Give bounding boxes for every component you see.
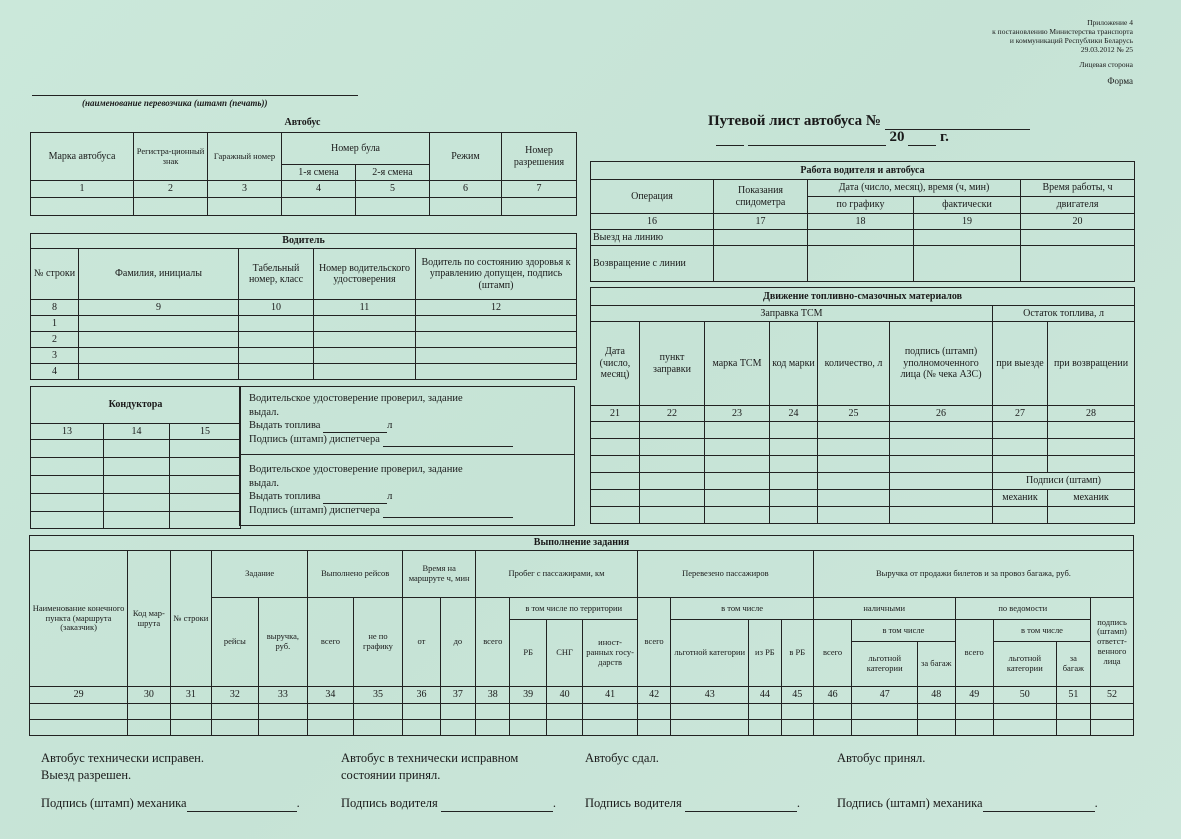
- dispatch-divider: [240, 454, 574, 455]
- table-row[interactable]: [770, 490, 818, 507]
- bus-num-4: 4: [282, 181, 356, 198]
- driver-row-1: 1: [31, 316, 79, 332]
- fuel-num-22: 22: [640, 406, 705, 422]
- table-row[interactable]: [808, 246, 914, 282]
- table-row[interactable]: [314, 316, 416, 332]
- fuel-num-25: 25: [818, 406, 890, 422]
- table-row[interactable]: [818, 473, 890, 490]
- table-row[interactable]: [239, 364, 314, 380]
- task-num: 30: [128, 687, 170, 704]
- table-row[interactable]: [1021, 230, 1135, 246]
- bus-col-permit: Номер разрешения: [502, 133, 577, 181]
- task-num: 31: [170, 687, 211, 704]
- table-row[interactable]: [808, 230, 914, 246]
- legal-note: [873, 18, 1133, 69]
- fuel-num-24: 24: [770, 406, 818, 422]
- table-row[interactable]: [104, 494, 170, 512]
- fuel-num-27: 27: [993, 406, 1048, 422]
- task-num: 34: [308, 687, 354, 704]
- fuel-col-date: Дата (число, месяц): [591, 322, 640, 406]
- fuel-rest: Остаток топлива, л: [993, 306, 1135, 322]
- table-row[interactable]: [714, 230, 808, 246]
- task-table: [29, 535, 1134, 736]
- task-num: 45: [781, 687, 813, 704]
- table-row[interactable]: [914, 246, 1021, 282]
- bus-num-7: 7: [502, 181, 577, 198]
- task-num: 44: [749, 687, 781, 704]
- fuel-col-qty: количество, л: [818, 322, 890, 406]
- mechanic-sign-out[interactable]: [993, 507, 1048, 524]
- task-num: 36: [403, 687, 440, 704]
- task-col-task: Задание: [212, 551, 308, 598]
- task-num: 43: [671, 687, 749, 704]
- task-col-cash-total: всего: [813, 620, 851, 687]
- driver-accept-sign[interactable]: [441, 799, 553, 812]
- task-col-stmt: по ведомости: [955, 598, 1091, 620]
- task-col-trips: рейсы: [212, 598, 259, 687]
- bus-col-mode: Режим: [430, 133, 502, 181]
- task-col-run-total: всего: [476, 598, 510, 687]
- fuel-num-28: 28: [1048, 406, 1135, 422]
- dispatcher-sign-field[interactable]: [383, 436, 513, 447]
- bus-num-5: 5: [356, 181, 430, 198]
- driver-num-12: 12: [416, 300, 577, 316]
- dispatch-block-2: [249, 463, 569, 518]
- resolution-line-2: и коммуникаций Республики Беларусь: [1009, 36, 1133, 45]
- footer-a3: Подпись (штамп) механика: [41, 795, 187, 810]
- task-col-offsched: не по графику: [353, 598, 403, 687]
- footer-d1: Автобус принял.: [837, 751, 926, 765]
- bus-col-reg: Регистра-ционный знак: [134, 133, 208, 181]
- table-row[interactable]: [770, 507, 818, 524]
- driver-row-2: 2: [31, 332, 79, 348]
- task-num: 52: [1091, 687, 1134, 704]
- bus-col-garage: Гаражный номер: [208, 133, 282, 181]
- work-num-17: 17: [714, 214, 808, 230]
- work-col-engine-sub: двигателя: [1021, 197, 1135, 214]
- fuel-num-21: 21: [591, 406, 640, 422]
- conductor-num-13: 13: [31, 424, 104, 440]
- task-col-cash-baggage: за багаж: [918, 642, 955, 687]
- task-num: 47: [852, 687, 918, 704]
- table-row[interactable]: [770, 473, 818, 490]
- task-num: 38: [476, 687, 510, 704]
- table-row[interactable]: [890, 490, 993, 507]
- resolution-line-3: 29.03.2012 № 25: [1080, 45, 1133, 54]
- table-row[interactable]: [79, 348, 239, 364]
- work-col-speedo: Показания спидометра: [714, 180, 808, 214]
- month-field[interactable]: [748, 133, 886, 146]
- dispatcher-sign-label-b: Подпись (штамп) диспетчера: [249, 504, 380, 516]
- task-num: 46: [813, 687, 851, 704]
- driver-col-tab: Табельный номер, класс: [239, 249, 314, 300]
- table-row[interactable]: [890, 439, 993, 456]
- table-row[interactable]: [170, 440, 241, 458]
- task-num: 48: [918, 687, 955, 704]
- table-row[interactable]: [914, 230, 1021, 246]
- table-row[interactable]: [890, 507, 993, 524]
- fuel-col-code: код марки: [770, 322, 818, 406]
- task-col-cash-incl: в том числе: [852, 620, 955, 642]
- task-col-rb: РБ: [510, 620, 546, 687]
- task-col-done-total: всего: [308, 598, 354, 687]
- footer-c1: Автобус сдал.: [585, 751, 659, 765]
- task-num: 41: [583, 687, 638, 704]
- fuel-num-26: 26: [890, 406, 993, 422]
- task-col-foreign: иност-ранных госу-дарств: [583, 620, 638, 687]
- table-row[interactable]: [416, 332, 577, 348]
- fuel-unit: л: [387, 420, 393, 432]
- fuel-title: Движение топливно-смазочных материалов: [591, 288, 1135, 306]
- table-row[interactable]: [714, 246, 808, 282]
- fuel-issue-field[interactable]: [323, 422, 387, 433]
- table-row[interactable]: [705, 473, 770, 490]
- bus-permit-cell[interactable]: [502, 198, 577, 216]
- work-col-datetime: Дата (число, месяц), время (ч, мин): [808, 180, 1021, 197]
- table-row[interactable]: [31, 458, 104, 476]
- carrier-line[interactable]: [32, 95, 358, 96]
- driver-row-3: 3: [31, 348, 79, 364]
- dispatch-line2: выдал.: [249, 406, 279, 418]
- task-col-dest: Наименование конечного пункта (маршрута (заказчик): [30, 551, 128, 687]
- table-row[interactable]: [1021, 246, 1135, 282]
- carrier-caption: (наименование перевозчика (штамп (печать)): [82, 98, 268, 108]
- task-col-sng: СНГ: [546, 620, 582, 687]
- bus-shift1-cell[interactable]: [282, 198, 356, 216]
- task-num: 50: [993, 687, 1056, 704]
- table-row[interactable]: [890, 422, 993, 439]
- task-col-to-rb: в РБ: [781, 620, 813, 687]
- table-row[interactable]: [993, 456, 1048, 473]
- table-row[interactable]: [314, 348, 416, 364]
- work-row-out: Выезд на линию: [591, 230, 714, 246]
- work-col-engine: Время работы, ч: [1021, 180, 1135, 197]
- table-row[interactable]: [993, 422, 1048, 439]
- bus-shift2-cell[interactable]: [356, 198, 430, 216]
- table-row[interactable]: [239, 332, 314, 348]
- table-row[interactable]: [1048, 422, 1135, 439]
- table-row[interactable]: [416, 316, 577, 332]
- table-row[interactable]: [640, 422, 705, 439]
- side-label: Лицевая сторона: [1079, 60, 1133, 69]
- fuel-table: [590, 287, 1135, 524]
- task-num: 39: [510, 687, 546, 704]
- conductor-title: Кондуктора: [31, 387, 241, 424]
- table-row[interactable]: [818, 439, 890, 456]
- dispatcher-sign-field-b[interactable]: [383, 507, 513, 518]
- fuel-unit-b: л: [387, 491, 393, 503]
- table-row[interactable]: [170, 512, 241, 529]
- task-col-pass: Перевезено пассажиров: [637, 551, 813, 598]
- work-num-16: 16: [591, 214, 714, 230]
- table-row[interactable]: [31, 512, 104, 529]
- driver-num-10: 10: [239, 300, 314, 316]
- table-row[interactable]: [1048, 456, 1135, 473]
- footer-d3: Подпись (штамп) механика: [837, 795, 983, 810]
- footer-mechanic-accept: Автобус принял. Подпись (штамп) механика .: [837, 751, 1098, 810]
- fuel-mechanic-1: механик: [993, 490, 1048, 507]
- fuel-issue-label: Выдать топлива: [249, 420, 321, 432]
- table-row[interactable]: [818, 456, 890, 473]
- table-row[interactable]: [591, 456, 640, 473]
- footer-a1: Автобус технически исправен.: [41, 751, 204, 765]
- table-row[interactable]: [104, 440, 170, 458]
- task-num: 37: [440, 687, 475, 704]
- bus-col-brand: Марка автобуса: [31, 133, 134, 181]
- task-col-sign: подпись (штамп) ответст-венного лица: [1091, 598, 1134, 687]
- table-row[interactable]: [31, 440, 104, 458]
- dispatch-line1-b: Водительское удостоверение проверил, задание: [249, 464, 463, 475]
- conductor-num-14: 14: [104, 424, 170, 440]
- table-row[interactable]: [1048, 439, 1135, 456]
- table-row[interactable]: [818, 422, 890, 439]
- footer-a2: Выезд разрешен.: [41, 767, 132, 782]
- work-num-18: 18: [808, 214, 914, 230]
- task-col-sales: Выручка от продажи билетов и за провоз багажа, руб.: [813, 551, 1133, 598]
- table-row[interactable]: [591, 439, 640, 456]
- mechanic-release-sign[interactable]: [187, 799, 297, 812]
- table-row[interactable]: [890, 473, 993, 490]
- footer-b3: Подпись водителя: [341, 795, 438, 810]
- work-col-plan: по графику: [808, 197, 914, 214]
- table-row[interactable]: [239, 316, 314, 332]
- table-row[interactable]: [30, 704, 1134, 720]
- bus-col-shift1: 1-я смена: [282, 165, 356, 181]
- fuel-col-point: пункт заправки: [640, 322, 705, 406]
- mechanic-sign-back[interactable]: [1048, 507, 1135, 524]
- work-num-19: 19: [914, 214, 1021, 230]
- table-row[interactable]: [591, 473, 640, 490]
- task-col-from-rb: из РБ: [749, 620, 781, 687]
- dispatch-line1: Водительское удостоверение проверил, задание: [249, 393, 463, 404]
- table-row[interactable]: [104, 476, 170, 494]
- task-col-done: Выполнено рейсов: [308, 551, 403, 598]
- fuel-col-back: при возвращении: [1048, 322, 1135, 406]
- day-field[interactable]: [716, 133, 744, 146]
- task-col-to: до: [440, 598, 475, 687]
- table-row[interactable]: [31, 494, 104, 512]
- footer-b1: Автобус в технически исправном: [341, 751, 519, 765]
- bus-mode-cell[interactable]: [430, 198, 502, 216]
- task-col-priv: льготной категории: [671, 620, 749, 687]
- footer-driver-return: Автобус сдал. Подпись водителя .: [585, 751, 801, 810]
- task-col-incl-terr: в том числе по территории: [510, 598, 637, 620]
- conductor-num-15: 15: [170, 424, 241, 440]
- year-suffix: г.: [940, 129, 949, 145]
- table-row[interactable]: [170, 494, 241, 512]
- driver-table: [30, 233, 577, 380]
- table-row[interactable]: [640, 490, 705, 507]
- page-title: [708, 113, 1030, 130]
- bus-num-1: 1: [31, 181, 134, 198]
- driver-num-11: 11: [314, 300, 416, 316]
- task-num: 32: [212, 687, 259, 704]
- bus-num-2: 2: [134, 181, 208, 198]
- appendix-text: Приложение 4: [1087, 18, 1133, 27]
- fuel-col-out: при выезде: [993, 322, 1048, 406]
- task-num: 42: [637, 687, 670, 704]
- table-row[interactable]: [104, 512, 170, 529]
- fuel-refuel: Заправка ТСМ: [591, 306, 993, 322]
- dispatch-block-1: [249, 392, 569, 447]
- footer-b2: состоянии принял.: [341, 767, 441, 782]
- year-prefix: 20: [889, 129, 905, 145]
- fuel-issue-label-b: Выдать топлива: [249, 491, 321, 503]
- driver-col-license: Номер водительского удостоверения: [314, 249, 416, 300]
- work-title: Работа водителя и автобуса: [591, 162, 1135, 180]
- table-row[interactable]: [31, 476, 104, 494]
- table-row[interactable]: [170, 458, 241, 476]
- dispatch-line2-b: выдал.: [249, 477, 279, 489]
- fuel-num-23: 23: [705, 406, 770, 422]
- dispatcher-sign-label: Подпись (штамп) диспетчера: [249, 433, 380, 445]
- task-num: 33: [258, 687, 308, 704]
- fuel-signatures: Подписи (штамп): [993, 473, 1135, 490]
- task-num: 49: [955, 687, 993, 704]
- bus-title: Автобус: [284, 117, 321, 128]
- table-row[interactable]: [818, 490, 890, 507]
- table-row[interactable]: [416, 348, 577, 364]
- title-text: Путевой лист автобуса №: [708, 113, 881, 129]
- table-row[interactable]: [705, 422, 770, 439]
- table-row[interactable]: [104, 458, 170, 476]
- fuel-mechanic-2: механик: [1048, 490, 1135, 507]
- task-col-time: Время на маршруте ч, мин: [403, 551, 476, 598]
- bus-col-shift2: 2-я смена: [356, 165, 430, 181]
- table-row[interactable]: [705, 490, 770, 507]
- mechanic-accept-sign[interactable]: [983, 799, 1095, 812]
- table-row[interactable]: [239, 348, 314, 364]
- table-row[interactable]: [640, 507, 705, 524]
- driver-col-name: Фамилия, инициалы: [79, 249, 239, 300]
- task-col-stmt-incl: в том числе: [993, 620, 1090, 642]
- table-row[interactable]: [591, 422, 640, 439]
- table-row[interactable]: [640, 456, 705, 473]
- table-row[interactable]: [314, 364, 416, 380]
- dispatch-box: [239, 386, 575, 526]
- table-row[interactable]: [890, 456, 993, 473]
- footer-driver-accept: Автобус в технически исправном состоянии принял. Подпись водителя .: [341, 751, 557, 810]
- fuel-col-brand: марка ТСМ: [705, 322, 770, 406]
- table-row[interactable]: [993, 439, 1048, 456]
- table-row[interactable]: [818, 507, 890, 524]
- task-col-pass-total: всего: [637, 598, 670, 687]
- work-num-20: 20: [1021, 214, 1135, 230]
- driver-col-health: Водитель по состоянию здоровья к управлению допущен, подпись (штамп): [416, 249, 577, 300]
- task-num: 40: [546, 687, 582, 704]
- task-num: 51: [1056, 687, 1090, 704]
- task-col-cash-priv: льготной категории: [852, 642, 918, 687]
- conductor-table: [30, 386, 241, 529]
- work-table: [590, 161, 1135, 282]
- task-col-stmt-total: всего: [955, 620, 993, 687]
- work-col-op: Операция: [591, 180, 714, 214]
- table-row[interactable]: [591, 507, 640, 524]
- task-col-from: от: [403, 598, 440, 687]
- bus-table: [30, 132, 577, 216]
- task-col-route: Код мар-шрута: [128, 551, 170, 687]
- task-col-stmt-baggage: за багаж: [1056, 642, 1090, 687]
- resolution-line-1: к постановлению Министерства транспорта: [992, 27, 1133, 36]
- task-col-pass-incl: в том числе: [671, 598, 814, 620]
- task-col-stmt-priv: льготной категории: [993, 642, 1056, 687]
- work-row-back: Возвращение с линии: [591, 246, 714, 282]
- work-col-fact: фактически: [914, 197, 1021, 214]
- driver-return-sign[interactable]: [685, 799, 797, 812]
- table-row[interactable]: [79, 364, 239, 380]
- table-row[interactable]: [79, 332, 239, 348]
- year-field[interactable]: [908, 133, 936, 146]
- driver-col-row: № строки: [31, 249, 79, 300]
- table-row[interactable]: [705, 439, 770, 456]
- driver-num-9: 9: [79, 300, 239, 316]
- table-row[interactable]: [30, 720, 1134, 736]
- task-col-row: № строки: [170, 551, 211, 687]
- driver-title: Водитель: [31, 234, 577, 249]
- table-row[interactable]: [770, 439, 818, 456]
- task-col-run: Пробег с пассажирами, км: [476, 551, 638, 598]
- table-row[interactable]: [770, 422, 818, 439]
- task-num: 29: [30, 687, 128, 704]
- task-col-cash: наличными: [813, 598, 955, 620]
- footer-mechanic-release: Автобус технически исправен. Выезд разрешен. Подпись (штамп) механика .: [41, 751, 300, 810]
- table-row[interactable]: [640, 439, 705, 456]
- bus-reg-cell[interactable]: [134, 198, 208, 216]
- bus-brand-cell[interactable]: [31, 198, 134, 216]
- table-row[interactable]: [705, 507, 770, 524]
- task-col-revenue: выручка, руб.: [258, 598, 308, 687]
- driver-num-8: 8: [31, 300, 79, 316]
- fuel-issue-field-b[interactable]: [323, 493, 387, 504]
- form-label: Форма: [1107, 76, 1133, 86]
- table-row[interactable]: [770, 456, 818, 473]
- date-line: [716, 129, 949, 146]
- bus-col-bul: Номер була: [282, 133, 430, 165]
- footer-c3: Подпись водителя: [585, 795, 682, 810]
- table-row[interactable]: [79, 316, 239, 332]
- table-row[interactable]: [314, 332, 416, 348]
- bus-num-6: 6: [430, 181, 502, 198]
- table-row[interactable]: [640, 473, 705, 490]
- table-row[interactable]: [705, 456, 770, 473]
- task-num: 35: [353, 687, 403, 704]
- bus-num-3: 3: [208, 181, 282, 198]
- bus-garage-cell[interactable]: [208, 198, 282, 216]
- table-row[interactable]: [170, 476, 241, 494]
- table-row[interactable]: [416, 364, 577, 380]
- fuel-col-sign: подпись (штамп) уполномоченного лица (№ чека АЗС): [890, 322, 993, 406]
- task-title: Выполнение задания: [30, 536, 1134, 551]
- table-row[interactable]: [591, 490, 640, 507]
- driver-row-4: 4: [31, 364, 79, 380]
